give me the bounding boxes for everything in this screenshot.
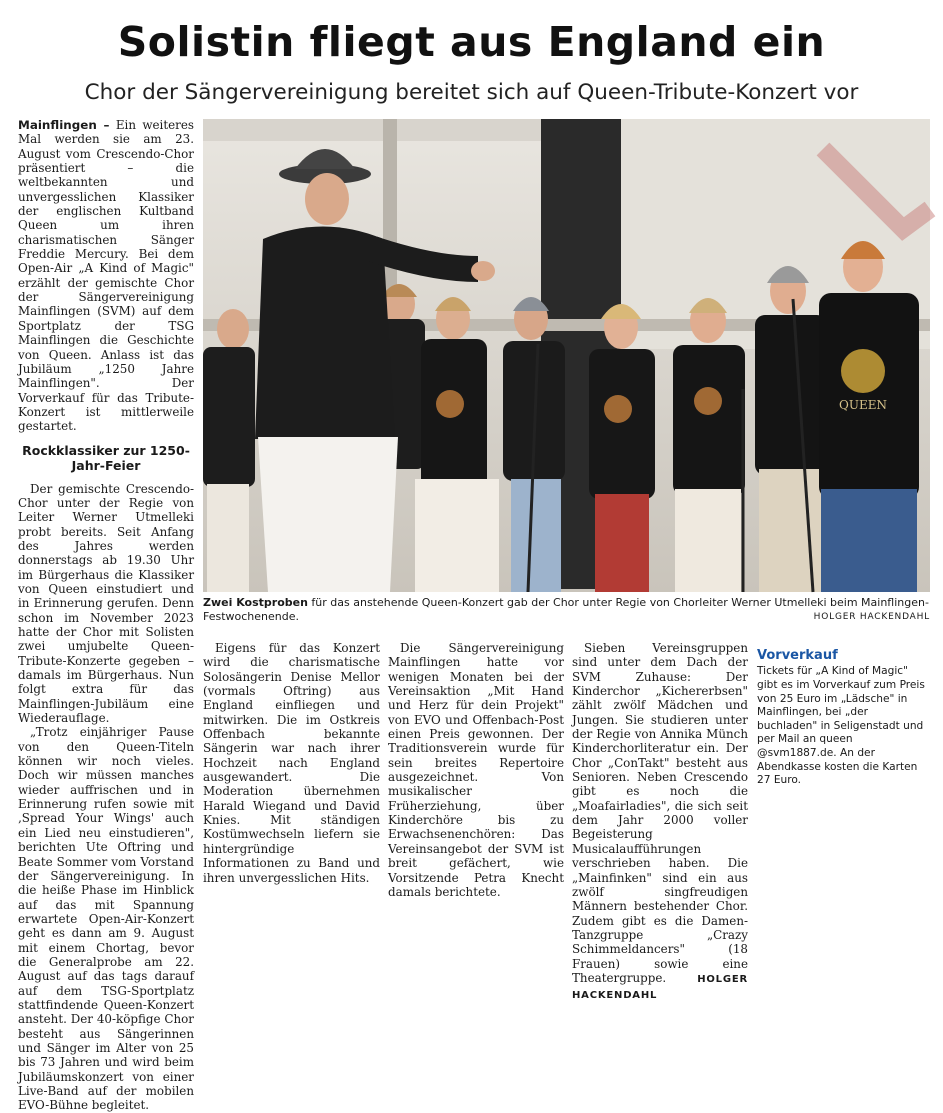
vorverkauf-title: Vorverkauf <box>757 648 838 663</box>
article-paragraph-3: „Trotz einjähriger Pause von den Queen-Titeln können wir noch vieles. Doch wir müssen manches wieder auffrischen und in Erinnerung rufen sowie mit ‚Spread Your Wings' auch ein Lied neu einstudieren", berichten Ute Oftring und Beate Sommer vom Vorstand der Sängervereinigung. In die heiße Phase im Hinblick auf das mit Spannung erwartete Open-Air-Konzert geht es dann am 9. August mit einem Chortag, bevor die Generalprobe am 22. August auf das tags darauf auf dem TSG-Sportplatz stattfindende Queen-Konzert ansteht. Der 40-köpfige Chor besteht aus Sängerinnen und Sänger im Alter von 25 bis 73 Jahren und wird beim Jubiläumskonzert von einer Live-Band auf der mobilen EVO-Bühne begleitet. <box>18 725 194 1113</box>
photo-credit: HOLGER HACKENDAHL <box>813 612 930 622</box>
article-column-1 <box>18 118 194 1113</box>
choir-photo-illustration <box>203 119 930 592</box>
article-column-2 <box>203 641 380 885</box>
shirt-logo-text: QUEEN <box>839 398 887 412</box>
article-paragraph-5: Die Sängervereinigung Mainflingen hatte vor wenigen Monaten bei der Vereinsaktion „Mit Hand und Herz für dein Projekt" von EVO und Offenbach-Post einen Preis gewonnen. Der Traditionsverein wurde für sein breites Repertoire ausgezeichnet. Von musikalischer Früherziehung, über Kinderchöre bis zu Erwachsenenchören: Das Vereinsangebot der SVM ist breit gefächert, wie Vorsitzende Petra Knecht damals berichtete. <box>388 641 564 899</box>
article-byline: HOLGER HACKENDAHL <box>572 973 748 1002</box>
article-headline: Solistin fliegt aus England ein <box>117 18 826 66</box>
section-subheading: Rockklassiker zur 1250-Jahr-Feier <box>22 442 190 474</box>
article-subheadline: Chor der Sängervereinigung bereitet sich auf Queen-Tribute-Konzert vor <box>84 80 859 105</box>
caption-text: für das anstehende Queen-Konzert gab der Chor unter Regie von Chorleiter Werner Utmelleki beim Mainflingen-Festwochenende. <box>203 596 929 623</box>
article-paragraph-6 <box>572 641 748 1004</box>
article-paragraph-6-text: Sieben Vereinsgruppen sind unter dem Dach der SVM Zuhause: Der Kinderchor „Kichererbsen" zählt zwölf Mädchen und Jungen. Sie studieren unter der Regie von Annika Münch Kinderchorliteratur ein. Der Chor „ConTakt" besteht aus Senioren. Neben Crescendo gibt es noch die „Moafairladies", die sich seit dem Jahr 2000 voller Begeisterung Musicalaufführungen verschrieben haben. Die „Mainfinken" sind ein aus zwölf singfreudigen Männern bestehender Chor. Zudem gibt es die Damen-Tanzgruppe „Crazy Schimmeldancers" (18 Frauen) sowie eine Theatergruppe. <box>572 641 748 985</box>
article-column-4 <box>572 641 748 1002</box>
vorverkauf-box <box>757 641 930 788</box>
article-paragraph-4: Eigens für das Konzert wird die charismatische Solosängerin Denise Mellor (vormals Oftring) aus England einfliegen und mitwirken. Die im Ostkreis Offenbach bekannte Sängerin war nach ihrer Hochzeit nach England ausgewandert. Die Moderation übernehmen Harald Wiegand und David Knies. Mit ständigen Kostümwechseln liefern sie hintergründige Informationen zu Band und ihren unvergesslichen Hits. <box>203 641 380 885</box>
caption-lead: Zwei Kostproben <box>203 596 308 609</box>
article-paragraph-2: Der gemischte Crescendo-Chor unter der Regie von Leiter Werner Utmelleki probt bereits. Seit Anfang des Jahres werden donnerstags ab 19.30 Uhr im Bürgerhaus die Klassiker von Queen einstudiert und in Erinnerung gerufen. Denn schon im November 2023 hatte der Chor mit Solisten zwei umjubelte Queen-Tribute-Konzerte gegeben – damals im Bürgerhaus. Nun folgt extra für das Mainflingen-Jubiläum eine Wiederauflage. <box>18 481 194 726</box>
article-column-3 <box>388 641 564 899</box>
lead-text: Ein weiteres Mal werden sie am 23. August vom Crescendo-Chor präsentiert – die weltbekannten und unvergesslichen Klassiker der englischen Kultband Queen um ihren charismatischen Sänger Freddie Mercury. Bei dem Open-Air „A Kind of Magic" erzählt der gemischte Chor der Sängervereinigung Mainflingen (SVM) auf dem Sportplatz der TSG Mainflingen die Geschichte von Queen. Anlass ist das Jubiläum „1250 Jahre Mainflingen". Der Vorverkauf für das Tribute-Konzert ist mittlerweile gestartet. <box>18 118 194 434</box>
vorverkauf-text: Tickets für „A Kind of Magic" gibt es im Vorverkauf zum Preis von 25 Euro im „Lädsche" in Mainflingen, bei „der buchladen" in Seligenstadt und per Mail an queen @svm1887.de. An der Abendkasse kosten die Karten 27 Euro. <box>757 665 925 787</box>
article-paragraph-lead <box>18 118 194 434</box>
choir-photo <box>203 119 930 592</box>
dateline: Mainflingen – <box>18 118 110 132</box>
